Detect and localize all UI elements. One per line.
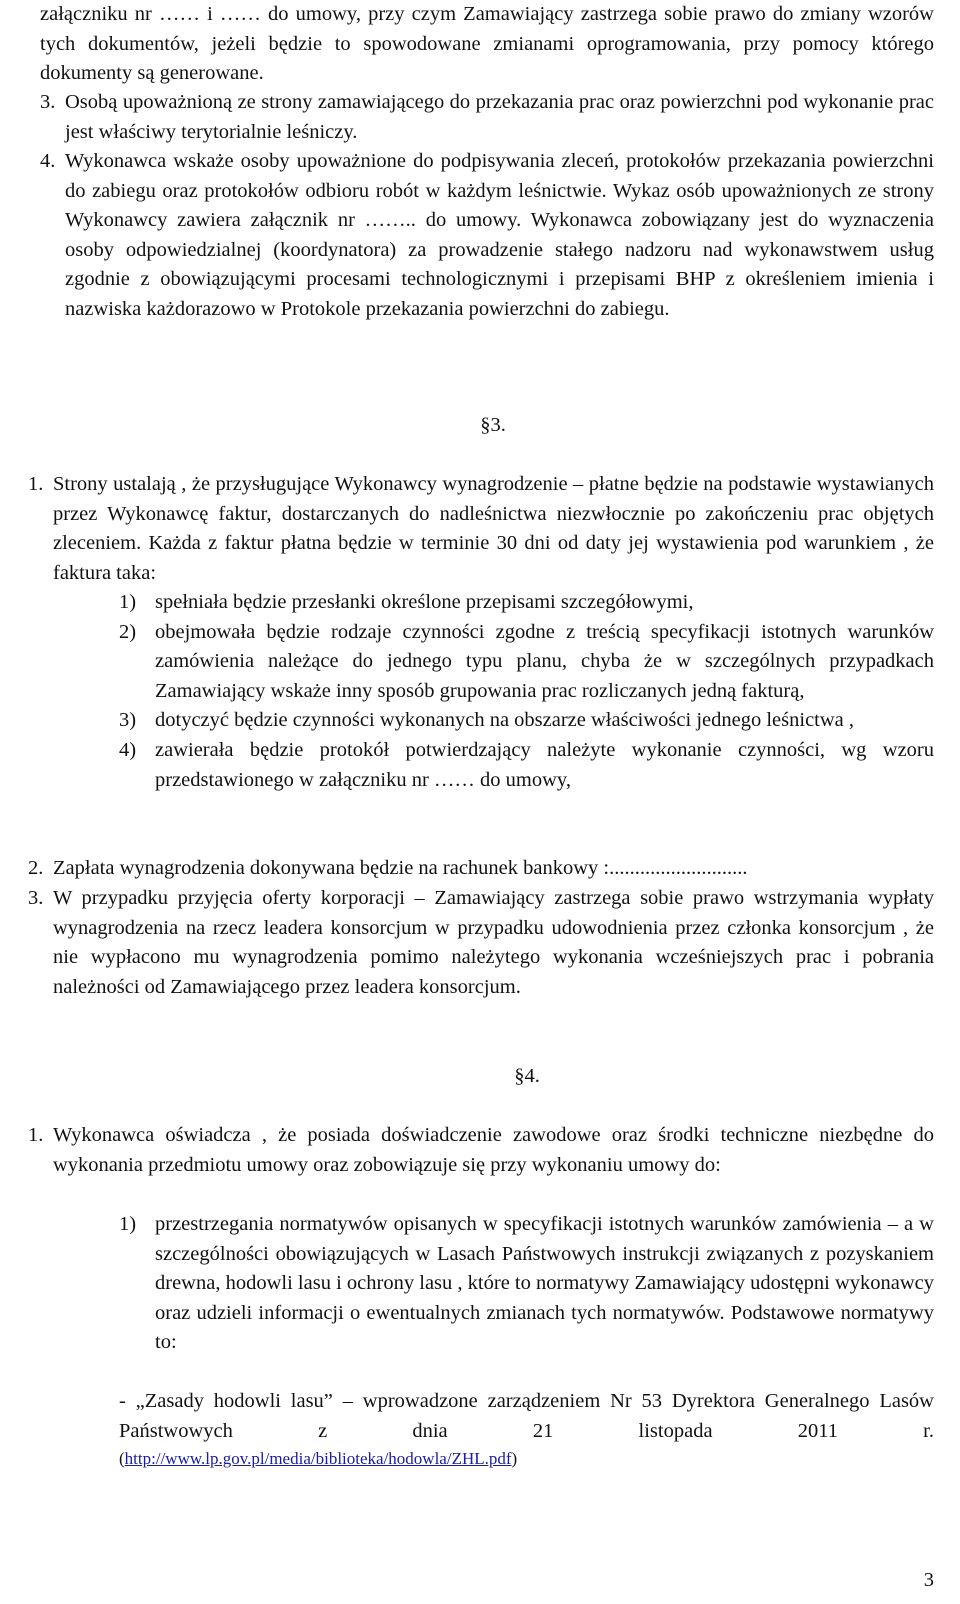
sub-item-text: spełniała będzie przesłanki określone przepisami szczegółowymi, (155, 591, 694, 613)
item-text: Wykonawca oświadcza , że posiada doświadczenie zawodowe oraz środki techniczne niezbędne do wykonania przedmiotu umowy oraz zobowiązuje się przy wykonaniu umowy do: (53, 1124, 934, 1176)
section-3-heading: §3. (480, 414, 506, 436)
item-number: 1. (28, 1124, 44, 1146)
normative-bullet (119, 1387, 934, 1472)
section-4-subitems (40, 1210, 934, 1358)
section-4-item-1 (28, 1121, 934, 1180)
item-text: W przypadku przyjęcia oferty korporacji – Zamawiający zastrzega sobie prawo wstrzymania wypłaty wynagrodzenia na rzecz leadera konsorcjum w przypadku udowodnienia przez członka konsorcjum , że nie wypłacono mu wynagrodzenia pomimo należytego wykonania wcześniejszych prac i pobrania należności od Zamawiającego przez leadera konsorcjum. (53, 887, 934, 998)
section-3-item-1 (28, 470, 934, 588)
item-number: 3. (40, 91, 56, 113)
item-number: 1. (28, 473, 44, 495)
source-link-line (119, 1446, 934, 1472)
page-number: 3 (923, 1569, 934, 1591)
sub-item (119, 618, 934, 707)
section-3-item-2 (28, 854, 934, 884)
section-4-heading: §4. (514, 1065, 540, 1087)
sub-item-number: 4) (119, 738, 137, 761)
intro-text: załączniku nr …… i …… do umowy, przy czym Zamawiający zastrzega sobie prawo do zmiany wzorów tych dokumentów, jeżeli będzie to spowodowane zmianami oprogramowania, przy pomocy którego dokumenty są generowane. (40, 3, 934, 85)
link-paren-open: ( (119, 1449, 125, 1469)
item-number: 2. (28, 857, 44, 879)
item-text: Osobą upoważnioną ze strony zamawiającego do przekazania prac oraz powierzchni pod wykonanie prac jest właściwy terytorialnie leśniczy. (65, 91, 934, 143)
sub-item-text: dotyczyć będzie czynności wykonanych na obszarze właściwości jednego leśnictwa , (155, 709, 855, 732)
sub-item-number: 1) (119, 591, 137, 613)
sub-item-number: 3) (119, 709, 137, 732)
top-item-3 (40, 88, 934, 147)
intro-paragraph (40, 0, 934, 89)
sub-item-text: zawierała będzie protokół potwierdzający należyte wykonanie czynności, wg wzoru przedstawionego w załączniku nr …… do umowy, (155, 738, 934, 791)
item-text: Zapłata wynagrodzenia dokonywana będzie na rachunek bankowy :........................... (53, 857, 748, 879)
sub-item-text: przestrzegania normatywów opisanych w specyfikacji istotnych warunków zamówienia – a w szczególności obowiązujących w Lasach Państwowych instrukcji związanych z pozyskaniem drewna, hodowli lasu i ochrony lasu , które to normatywy Zamawiający udostępni wykonawcy oraz udzieli informacji o ewentualnych zmianach tych normatywów. Podstawowe normatywy to: (155, 1213, 934, 1354)
item-text: Wykonawca wskaże osoby upoważnione do podpisywania zleceń, protokołów przekazania powierzchni do zabiegu oraz protokołów odbioru robót w każdym leśnictwie. Wykaz osób upoważnionych ze strony Wykonawcy zawiera załącznik nr …….. do umowy. Wykonawca zobowiązany jest do wyznaczenia osoby odpowiedzialnej (koordynatora) za prowadzenie stałego nadzoru nad wykonawstwem usług zgodnie z obowiązującymi procesami technologicznymi i przepisami BHP z określeniem imienia i nazwiska każdorazowo w Protokole przekazania powierzchni do zabiegu. (65, 150, 934, 320)
sub-item (119, 736, 934, 795)
item-number: 4. (40, 150, 56, 172)
bullet-text: - „Zasady hodowli lasu” – wprowadzone zarządzeniem Nr 53 Dyrektora Generalnego Lasów Państwowych z dnia 21 listopada 2011 r. (119, 1390, 934, 1442)
section-3-item-3 (28, 884, 934, 1002)
section-3-subitems (40, 588, 934, 795)
item-number: 3. (28, 887, 44, 909)
zhl-pdf-link[interactable]: http://www.lp.gov.pl/media/biblioteka/hodowla/ZHL.pdf (124, 1449, 512, 1469)
sub-item (119, 588, 934, 618)
sub-item (119, 706, 934, 736)
sub-item (119, 1210, 934, 1358)
item-text: Strony ustalają , że przysługujące Wykonawcy wynagrodzenie – płatne będzie na podstawie wystawianych przez Wykonawcę faktur, dostarczanych do nadleśnictwa niezwłocznie po zakończeniu prac objętych zleceniem. Każda z faktur płatna będzie w terminie 30 dni od daty jej wystawienia pod warunkiem , że faktura taka: (53, 473, 934, 584)
sub-item-text: obejmowała będzie rodzaje czynności zgodne z treścią specyfikacji istotnych warunków zamówienia należące do jednego typu planu, chyba że w szczególnych przypadkach Zamawiający wskaże inny sposób grupowania prac rozliczanych jedną fakturą, (155, 620, 934, 702)
top-item-4 (40, 147, 934, 325)
link-paren-close: ) (511, 1449, 518, 1469)
sub-item-number: 2) (119, 620, 137, 643)
sub-item-number: 1) (119, 1213, 137, 1235)
